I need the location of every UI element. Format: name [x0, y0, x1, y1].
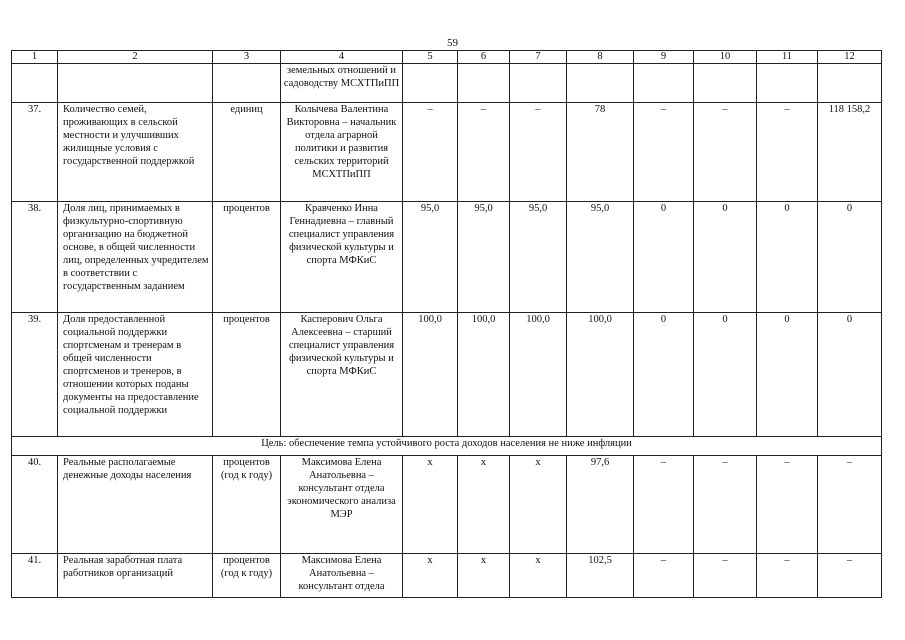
indicator-name: Реальные располагаемые денежные доходы населения	[58, 456, 213, 554]
value-cell: –	[634, 103, 694, 202]
value-cell: –	[757, 103, 818, 202]
row-number: 38.	[12, 202, 58, 313]
header-row	[12, 51, 882, 64]
value-cell: –	[634, 456, 694, 554]
value-cell: –	[757, 456, 818, 554]
table-row	[12, 313, 882, 437]
unit: единиц	[213, 103, 281, 202]
value-cell	[567, 64, 634, 103]
value-cell: х	[403, 554, 458, 598]
value-cell	[634, 64, 694, 103]
responsible: Колычева Валентина Викторовна – начальник отдела аграрной политики и развития сельских территорий МСХТПиПП	[281, 103, 403, 202]
value-cell: 95,0	[458, 202, 510, 313]
value-cell: 0	[694, 202, 757, 313]
value-cell: 78	[567, 103, 634, 202]
row-number	[12, 64, 58, 103]
unit: процентов	[213, 202, 281, 313]
table-row	[12, 202, 882, 313]
value-cell: х	[510, 554, 567, 598]
goal-text: Цель: обеспечение темпа устойчивого роста доходов населения не ниже инфляции	[12, 437, 882, 456]
header-cell: 4	[281, 51, 403, 64]
value-cell: 97,6	[567, 456, 634, 554]
value-cell: 102,5	[567, 554, 634, 598]
page-number: 59	[447, 37, 458, 49]
responsible: Кравченко Инна Геннадиевна – главный специалист управления физической культуры и спорта МФКиС	[281, 202, 403, 313]
value-cell: х	[403, 456, 458, 554]
unit: процентов	[213, 313, 281, 437]
value-cell: 0	[818, 202, 882, 313]
table-row	[12, 554, 882, 598]
value-cell: –	[403, 103, 458, 202]
header-cell: 9	[634, 51, 694, 64]
indicator-name	[58, 64, 213, 103]
header-cell: 6	[458, 51, 510, 64]
header-cell: 5	[403, 51, 458, 64]
value-cell: х	[458, 554, 510, 598]
value-cell: –	[757, 554, 818, 598]
row-number: 40.	[12, 456, 58, 554]
value-cell: –	[694, 554, 757, 598]
value-cell: –	[634, 554, 694, 598]
value-cell: х	[510, 456, 567, 554]
unit: процентов (год к году)	[213, 456, 281, 554]
value-cell: 95,0	[403, 202, 458, 313]
value-cell: 0	[634, 313, 694, 437]
value-cell: –	[694, 456, 757, 554]
indicator-name: Реальная заработная плата работников организаций	[58, 554, 213, 598]
value-cell: 100,0	[403, 313, 458, 437]
value-cell: 0	[694, 313, 757, 437]
value-cell	[818, 64, 882, 103]
value-cell: 0	[818, 313, 882, 437]
table-row	[12, 64, 882, 103]
value-cell: 0	[757, 202, 818, 313]
value-cell: 95,0	[567, 202, 634, 313]
unit: процентов (год к году)	[213, 554, 281, 598]
value-cell: 95,0	[510, 202, 567, 313]
row-number: 39.	[12, 313, 58, 437]
unit	[213, 64, 281, 103]
indicator-name: Доля предоставленной социальной поддержки спортсменам и тренерам в общей численности спортсменов и тренеров, в отношении которых поданы документы на предоставление социальной поддержки	[58, 313, 213, 437]
header-cell: 7	[510, 51, 567, 64]
header-cell: 1	[12, 51, 58, 64]
value-cell: 100,0	[458, 313, 510, 437]
value-cell: –	[818, 456, 882, 554]
header-cell: 10	[694, 51, 757, 64]
row-number: 41.	[12, 554, 58, 598]
responsible: Касперович Ольга Алексеевна – старший специалист управления физической культуры и спорта МФКиС	[281, 313, 403, 437]
table-row	[12, 456, 882, 554]
value-cell	[510, 64, 567, 103]
responsible: Максимова Елена Анатольевна – консультант отдела	[281, 554, 403, 598]
header-cell: 12	[818, 51, 882, 64]
value-cell: 0	[757, 313, 818, 437]
value-cell: –	[818, 554, 882, 598]
row-number: 37.	[12, 103, 58, 202]
value-cell: 118 158,2	[818, 103, 882, 202]
value-cell: 100,0	[510, 313, 567, 437]
indicators-table	[11, 50, 882, 598]
table-row	[12, 103, 882, 202]
indicator-name: Доля лиц, принимаемых в физкультурно-спортивную организацию на бюджетной основе, в общей численности лиц, определенных учредителем в соответствии с государственным заданием	[58, 202, 213, 313]
responsible: земельных отношений и садоводству МСХТПиПП	[281, 64, 403, 103]
goal-row	[12, 437, 882, 456]
value-cell: х	[458, 456, 510, 554]
value-cell: –	[458, 103, 510, 202]
value-cell: 0	[634, 202, 694, 313]
header-cell: 8	[567, 51, 634, 64]
value-cell	[458, 64, 510, 103]
responsible: Максимова Елена Анатольевна – консультант отдела экономического анализа МЭР	[281, 456, 403, 554]
header-cell: 3	[213, 51, 281, 64]
indicator-name: Количество семей, проживающих в сельской местности и улучшивших жилищные условия с государственной поддержкой	[58, 103, 213, 202]
header-cell: 11	[757, 51, 818, 64]
value-cell: –	[510, 103, 567, 202]
value-cell	[757, 64, 818, 103]
value-cell: –	[694, 103, 757, 202]
value-cell	[403, 64, 458, 103]
header-cell: 2	[58, 51, 213, 64]
value-cell	[694, 64, 757, 103]
value-cell: 100,0	[567, 313, 634, 437]
